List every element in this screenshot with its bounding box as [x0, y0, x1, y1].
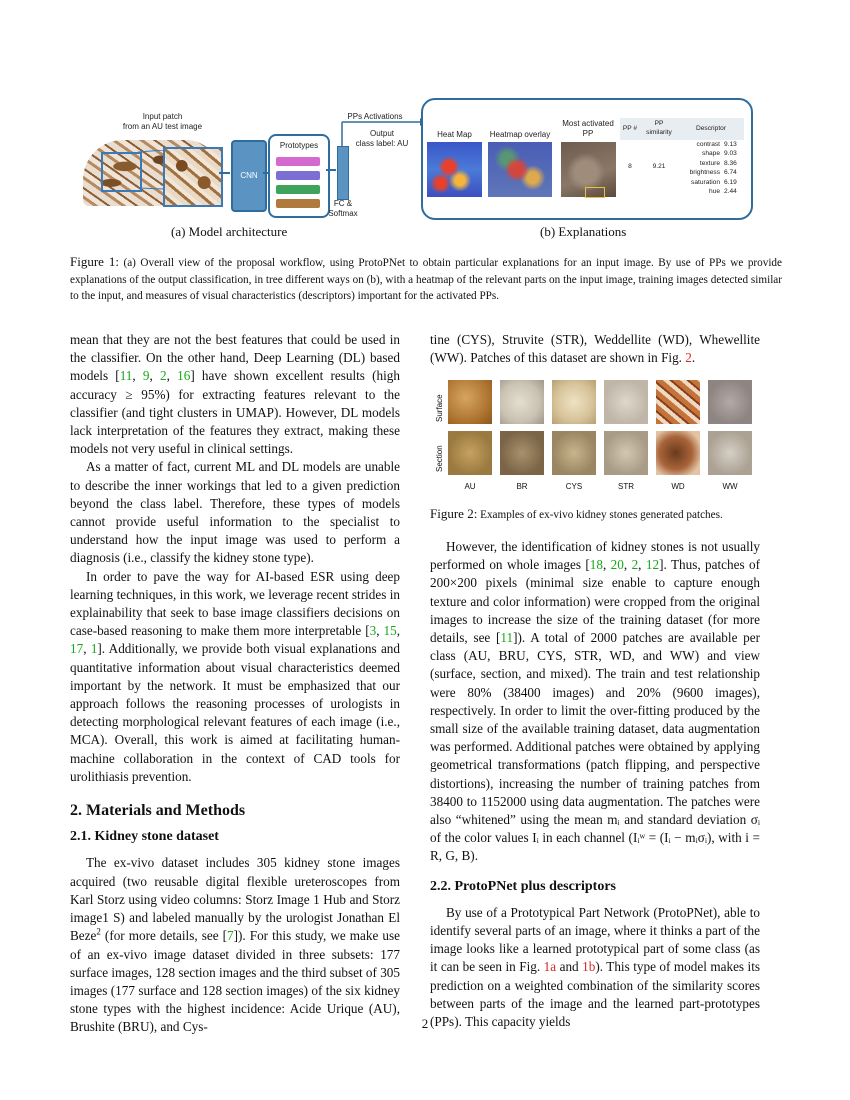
descriptor-table	[620, 118, 744, 197]
right-column	[430, 331, 760, 367]
patch-br-surface	[500, 380, 544, 424]
paragraph: By use of a Prototypical Part Network (ProtoPNet), able to identify several parts of an image, where it thinks a part of the image looks like a learned prototypical part of some class (as it can be seen in Fig. 1a and 1b). This type of model makes its prediction on a weighted combination of the similarity scores between parts of the image and the learned part-prototypes (PPs). This capacity yields	[430, 904, 761, 1030]
patch-ww-surface	[708, 380, 752, 424]
input-patch-image	[163, 147, 223, 207]
heatmap-overlay-image	[488, 142, 552, 197]
subsection-heading: 2.1. Kidney stone dataset	[70, 829, 219, 845]
citation-link[interactable]: 20	[610, 557, 624, 573]
prototype-bar	[276, 171, 320, 180]
citation-link[interactable]: 2	[160, 368, 167, 384]
activation-marker	[585, 187, 605, 198]
patch-au-section	[448, 431, 492, 475]
fc-softmax-block	[337, 146, 349, 200]
table-body	[620, 140, 744, 197]
paragraph: The ex-vivo dataset includes 305 kidney stone images acquired (two reusable digital flexible ureteroscopes from Karl Storz using video columns: Storz Image 1 Hub and Storz image1 S) and labeled manually by the urologist Jonathan El Beze$^2$ (for more details, see [7]). For this study, we make use of an ex-vivo image dataset divided in three subsets: 177 surface images, 128 section images and the third subset of 305 images (177 surface and 128 section images) of the six kidney stone types with the highest incidence: Acide Urique (AU), Brushite (BRU), and Cys-	[70, 855, 400, 1035]
patch-cys-section	[552, 431, 596, 475]
figure-ref-link[interactable]: 1b	[582, 959, 596, 975]
pp-similarity: 9.21	[652, 163, 666, 170]
paragraph: However, the identification of kidney stones is not usually performed on whole images [18, 20, 2, 12]. Thus, patches of 200×200 pixels (minimal size enable to capture enough texture and color information) were cropped from the original images to increase the size of the training dataset (for more details, see [11]). A total of 2000 patches are available per class (AU, BRU, CYS, STR, WD, and WW) and view (surface, section, and mixed). The train and test relationship were 80% (38400 images) and 20% (9600 images), respectively. In order to limit the over-fitting produced by the small size of the available training dataset, data augmentation was performed. Additional patches were obtained by applying geometrical transformations (patch flipping, and perspective distortions), increasing the number of training patches from 38400 to 1152000 using data augmentation. The patches were also “whitened” using the mean mᵢ and standard deviation σᵢ of the color values Iᵢ in each channel (Iᵢʷ = (Iᵢ − mᵢσᵢ), with i = R, G, B).	[430, 539, 760, 864]
pp-number: 8	[628, 163, 632, 170]
input-patch-label: Input patch from an AU test image	[122, 112, 203, 131]
patch-cys-surface	[552, 380, 596, 424]
crop-lines	[138, 150, 166, 190]
column-label: BR	[516, 482, 528, 491]
left-column	[70, 331, 400, 1037]
column-label: STR	[618, 482, 634, 491]
column-label: WW	[722, 482, 738, 491]
figure-1-caption: Figure 1: (a) Overall view of the proposal workflow, using ProtoPNet to obtain particular explanations for an input image. By use of PPs we provide explanations of the output classification, in tree different ways on (b), with a heatmap of the relevant parts on the input image, training images detected similar to the input, and measures of visual characteristics (descriptors) important for the activated PPs.	[70, 254, 782, 302]
citation-link[interactable]: 11	[500, 630, 514, 646]
figure-ref-link[interactable]: 2	[685, 350, 692, 366]
descriptor-row: shape 9.03	[702, 150, 737, 158]
column-label: WD	[671, 482, 685, 491]
table-header: PP # PP similarity Descriptor	[620, 118, 744, 140]
patch-str-section	[604, 431, 648, 475]
citation-link[interactable]: 17	[70, 641, 84, 657]
descriptor-row: brightness 6.74	[689, 169, 737, 177]
heatmap-image	[427, 142, 482, 197]
citation-link[interactable]: 1	[90, 641, 98, 657]
patch-str-surface	[604, 380, 648, 424]
citation-link[interactable]: 7	[227, 928, 234, 944]
patch-ww-section	[708, 431, 752, 475]
paragraph: mean that they are not the best features that could be used in the classifier. On the other hand, Deep Learning (DL) based models [11, 9, 2, 16] have shown excellent results (high accuracy ≥ 95%) for extracting features relevant to the classifier (and tight clusters in UMAP). However, DL models lack interpretation of the features they extract, making these models not very useful in clinical settings.	[70, 332, 400, 457]
subsection-heading: 2.2. ProtoPNet plus descriptors	[430, 878, 616, 894]
footnote-marker: 2	[96, 926, 101, 937]
descriptor-row: contrast 9.13	[696, 141, 737, 148]
prototypes-block	[268, 134, 330, 218]
descriptor-row: texture 8.36	[699, 159, 737, 167]
fc-softmax-label: FC & Softmax	[328, 199, 358, 218]
patch-wd-surface	[656, 380, 700, 424]
citation-link[interactable]: 2	[631, 557, 639, 573]
prototype-bar	[276, 199, 320, 208]
citation-link[interactable]: 11	[119, 368, 133, 384]
cnn-block: CNN	[231, 140, 267, 212]
citation-link[interactable]: 9	[142, 368, 150, 384]
output-label: Output class label: AU	[355, 129, 409, 148]
patch-wd-section	[656, 431, 700, 475]
prototype-bar	[276, 185, 320, 194]
row-label: Surface	[435, 394, 444, 422]
heatmap-label: Heat Map	[437, 130, 472, 139]
pp-activations-label: PPs Activations	[347, 112, 403, 121]
subcaption-a: (a) Model architecture	[171, 224, 288, 239]
descriptor-row: hue 2.44	[708, 188, 737, 196]
row-label: Section	[435, 445, 444, 472]
paragraph: As a matter of fact, current ML and DL models are unable to describe the inner workings that led to a given prediction beyond the class label. Therefore, these types of models cannot provide useful information to the specialist to understand how the input image was used to perform a diagnosis (i.e., classify the kidney stone type).	[70, 459, 400, 566]
figure-ref-link[interactable]: 1a	[543, 959, 557, 975]
prototype-bar	[276, 157, 320, 166]
most-activated-label: Most activated PP	[562, 119, 614, 138]
citation-link[interactable]: 12	[645, 557, 660, 573]
prototypes-label: Prototypes	[279, 141, 319, 150]
citation-link[interactable]: 18	[589, 557, 603, 573]
right-column-cont	[430, 538, 760, 1031]
patch-br-section	[500, 431, 544, 475]
descriptor-row: saturation 6.19	[691, 178, 737, 186]
subcaption-b: (b) Explanations	[540, 224, 627, 239]
citation-link[interactable]: 3	[369, 623, 377, 639]
column-label: CYS	[565, 482, 583, 491]
figure-2-caption: Figure 2: Examples of ex-vivo kidney stones generated patches.	[430, 506, 723, 521]
paragraph: tine (CYS), Struvite (STR), Weddellite (WD), Whewellite (WW). Patches of this dataset are shown in Fig. 2.	[430, 332, 760, 366]
section-heading: 2. Materials and Methods	[70, 802, 246, 820]
patch-au-surface	[448, 380, 492, 424]
paragraph: In order to pave the way for AI-based ESR using deep learning techniques, in this work, we leverage recent strides in explainability that seek to base image classifiers decisions on case-based reasoning to make them more interpretable [3, 15, 17, 1]. Additionally, we provide both visual explanations and quantitative information about visual characteristics deemed important by the network. It must be emphasized that our approach follows the reasoning processes of urologists in detecting morphological relevant features of each image (i.e., MCA). Overall, this work is aimed at facilitating human-machine collaboration in the context of CAD tools for urolithiasis prevention.	[70, 568, 401, 784]
heatmap-overlay-label: Heatmap overlay	[489, 130, 551, 139]
column-label: AU	[464, 482, 476, 491]
crop-box	[101, 152, 142, 192]
page-number: 2	[421, 1016, 429, 1031]
citation-link[interactable]: 16	[177, 368, 191, 384]
citation-link[interactable]: 15	[383, 623, 397, 639]
